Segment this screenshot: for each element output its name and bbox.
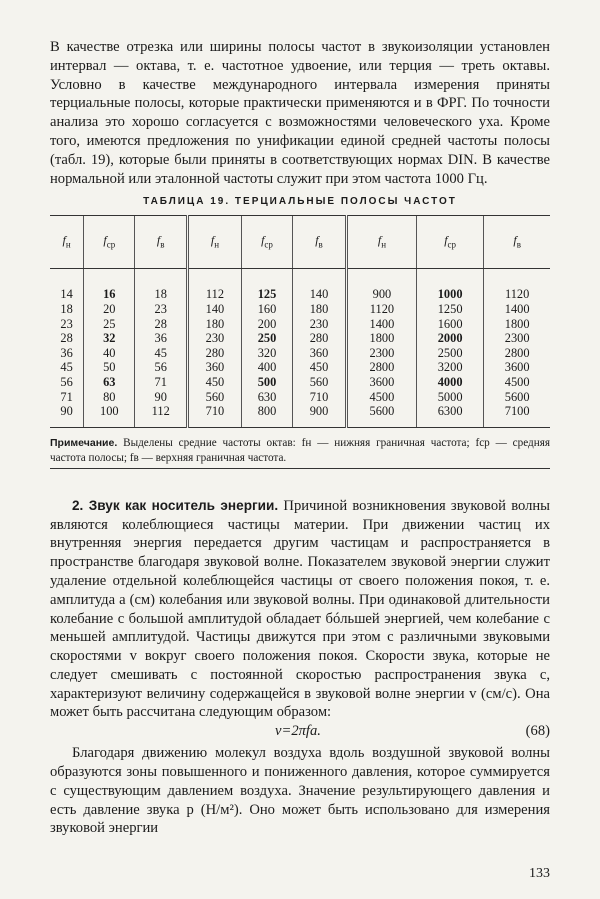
column-header-symbol: f xyxy=(156,232,161,247)
table-cell: 71 xyxy=(135,375,188,390)
table-cell: 320 xyxy=(241,346,292,361)
table-row xyxy=(50,360,550,375)
column-header-symbol: f xyxy=(62,232,66,247)
column-header xyxy=(135,216,188,269)
page-number: 133 xyxy=(529,866,550,881)
table-cell: 400 xyxy=(241,360,292,375)
column-header xyxy=(484,216,550,269)
note-rule xyxy=(50,468,550,469)
column-header-subscript: н xyxy=(214,239,220,250)
table-cell: 1250 xyxy=(416,302,483,317)
column-header-symbol: f xyxy=(444,232,448,247)
column-header-symbol: f xyxy=(103,232,107,247)
note-label: Примечание. xyxy=(50,436,118,449)
table-cell: 280 xyxy=(188,346,242,361)
table-row xyxy=(50,390,550,405)
column-header-subscript: ср xyxy=(106,239,116,250)
table-cell: 360 xyxy=(188,360,242,375)
table-row xyxy=(50,302,550,317)
table-row xyxy=(50,346,550,361)
table-cell: 160 xyxy=(241,302,292,317)
table-row xyxy=(50,331,550,346)
table-cell: 180 xyxy=(188,317,242,332)
column-header-symbol: f xyxy=(210,232,215,247)
table-cell: 45 xyxy=(60,360,73,375)
section-paragraph-2: Благодаря движению молекул воздуха вдоль воздушной звуковой волны образуются зоны повышенного и пониженного давления, которое суммируется с существующим давлением воздуха. Значение результирующего давления и есть давление звука p (Н/м²). Оно может быть использовано для измерения звуковой энергии xyxy=(50,745,550,837)
table-cell: 80 xyxy=(84,390,135,405)
section-energy xyxy=(50,497,550,839)
table-cell: 50 xyxy=(84,360,135,375)
table-cell: 90 xyxy=(135,390,188,405)
section-paragraph-1-text: Причиной возникновения звуковой волны являются колеблющиеся частицы материи. При движении частиц их внутренняя энергия передается другим частицам и распространяется в пространстве благодаря звуковой волне. Показателем звуковой энергии служит удаление отдельной колеблющейся частицы от своего положения покоя, т. е. амплитуда a (см) колебания или звуковой волны. При одинаковой длительности колебание с большой амплитудой обладает бóльшей энергией, чем колебание с меньшей амплитудой. Частицы движутся при этом с различными звуковыми скоростями v вокруг своего положения покоя. Скорости звука, которые не следует смешивать с постоянной скоростью распространения звука c, характеризуют величину содержащейся в звуковой волне энергии v (см/с). Она может быть рассчитана следующим образом: xyxy=(50,497,550,721)
table-cell: 280 xyxy=(293,331,347,346)
formula-68 xyxy=(50,722,550,744)
table-cell: 5600 xyxy=(484,390,550,405)
table-cell: 112 xyxy=(188,269,242,302)
table-cell: 2000 xyxy=(416,331,483,346)
table-cell: 28 xyxy=(135,317,188,332)
table-row xyxy=(50,375,550,390)
table-body xyxy=(50,269,550,427)
column-header-subscript: в xyxy=(160,239,165,250)
table-cell: 4500 xyxy=(346,390,416,405)
table-cell: 900 xyxy=(346,269,416,302)
table-cell: 4500 xyxy=(484,375,550,390)
table-cell: 200 xyxy=(241,317,292,332)
table-cell: 28 xyxy=(60,331,73,346)
table-cell: 900 xyxy=(293,404,347,427)
table-cell: 23 xyxy=(60,316,73,331)
table-cell: 16 xyxy=(84,269,135,302)
section-paragraph-1 xyxy=(50,497,550,723)
table-cell: 250 xyxy=(241,331,292,346)
table-cell: 140 xyxy=(188,302,242,317)
table-cell: 20 xyxy=(84,302,135,317)
table-cell: 18 xyxy=(135,269,188,302)
table-cell: 230 xyxy=(293,317,347,332)
table-cell: 180 xyxy=(293,302,347,317)
table-cell: 71 xyxy=(60,389,73,404)
intro-paragraph: В качестве отрезка или ширины полосы частот в звукоизоляции установлен интервал — октава, т. е. частотное удвоение, или терция — треть октавы. Условно в качестве международного интервала измерения приняты терциальные полосы, которые практически применяются и в ФРГ. По точности анализа это хорошо согласуется с возможностями человеческого уха. Кроме того, имеются предложения по унификации единой средней частоты полосы (табл. 19), которые были приняты в соответствующих нормах DIN. В качестве нормальной или эталонной частоты служит при этом частота 1000 Гц. xyxy=(50,39,550,187)
table-cell: 2500 xyxy=(416,346,483,361)
column-header-symbol: f xyxy=(315,232,319,247)
column-header-symbol: f xyxy=(513,232,517,247)
formula-number: (68) xyxy=(525,723,550,740)
column-header xyxy=(346,216,416,269)
table-row xyxy=(50,269,550,302)
table-row xyxy=(50,317,550,332)
table-cell: 230 xyxy=(188,331,242,346)
table-cell: 1000 xyxy=(416,269,483,302)
table-cell: 25 xyxy=(84,317,135,332)
table-cell: 3600 xyxy=(346,375,416,390)
column-header-subscript: ср xyxy=(264,239,273,250)
table-cell: 112 xyxy=(135,404,188,427)
column-header-subscript: н xyxy=(65,239,71,250)
table-cell: 2800 xyxy=(484,346,550,361)
column-header xyxy=(416,216,483,269)
table-cell: 6300 xyxy=(416,404,483,427)
table-cell: 3200 xyxy=(416,360,483,375)
table-cell: 36 xyxy=(135,331,188,346)
table-cell: 7100 xyxy=(484,404,550,427)
column-header xyxy=(293,216,347,269)
table-cell: 450 xyxy=(293,360,347,375)
table-cell: 450 xyxy=(188,375,242,390)
table-cell: 1400 xyxy=(484,302,550,317)
table-cell: 2300 xyxy=(346,346,416,361)
table-cell: 40 xyxy=(84,346,135,361)
table-cell: 100 xyxy=(84,404,135,427)
formula-expression: v=2πfa. xyxy=(275,723,321,740)
table-title: ТАБЛИЦА 19. ТЕРЦИАЛЬНЫЕ ПОЛОСЫ ЧАСТОТ xyxy=(143,196,457,208)
table-cell: 32 xyxy=(84,331,135,346)
table-cell: 2800 xyxy=(346,360,416,375)
table-cell: 56 xyxy=(135,360,188,375)
note-text: Выделены средние частоты октав: fн — нижняя граничная частота; fср — средняя частота полосы; fв — верхняя граничная частота. xyxy=(50,436,550,464)
frequency-bands-table xyxy=(50,215,550,427)
table-note xyxy=(50,436,550,466)
table-cell: 1800 xyxy=(484,317,550,332)
table-cell: 140 xyxy=(293,269,347,302)
table-cell: 710 xyxy=(293,390,347,405)
table-cell: 360 xyxy=(293,346,347,361)
table-cell: 36 xyxy=(60,345,73,360)
column-header xyxy=(188,216,242,269)
table-cell: 90 xyxy=(50,404,84,427)
table-cell: 5000 xyxy=(416,390,483,405)
page-content xyxy=(50,38,550,838)
table-cell: 4000 xyxy=(416,375,483,390)
table-cell: 18 xyxy=(60,301,73,316)
table-cell: 14 xyxy=(60,287,73,302)
table-cell: 1600 xyxy=(416,317,483,332)
table-cell: 1120 xyxy=(484,269,550,302)
table-cell: 5600 xyxy=(346,404,416,427)
column-header-subscript: в xyxy=(318,239,323,250)
table-cell: 56 xyxy=(60,374,73,389)
table-cell: 710 xyxy=(188,404,242,427)
table-row xyxy=(50,404,550,427)
table-cell: 23 xyxy=(135,302,188,317)
column-header-symbol: f xyxy=(377,232,382,247)
column-header xyxy=(241,216,292,269)
column-header xyxy=(84,216,135,269)
table-cell: 560 xyxy=(293,375,347,390)
table-cell: 630 xyxy=(241,390,292,405)
table-cell: 125 xyxy=(241,269,292,302)
table-cell: 63 xyxy=(84,375,135,390)
table-cell: 2300 xyxy=(484,331,550,346)
table-cell: 45 xyxy=(135,346,188,361)
table-cell: 800 xyxy=(241,404,292,427)
table-cell: 1120 xyxy=(346,302,416,317)
column-header-subscript: ср xyxy=(447,239,457,250)
column-header-subscript: н xyxy=(381,239,387,250)
table-cell: 1800 xyxy=(346,331,416,346)
table-header-row xyxy=(50,216,550,269)
section-heading: 2. Звук как носитель энергии. xyxy=(72,497,279,513)
column-header-symbol: f xyxy=(261,232,265,247)
table-cell: 1400 xyxy=(346,317,416,332)
table-cell: 500 xyxy=(241,375,292,390)
column-header xyxy=(50,216,84,269)
column-header-subscript: в xyxy=(516,239,521,250)
table-cell: 3600 xyxy=(484,360,550,375)
table-cell: 560 xyxy=(188,390,242,405)
